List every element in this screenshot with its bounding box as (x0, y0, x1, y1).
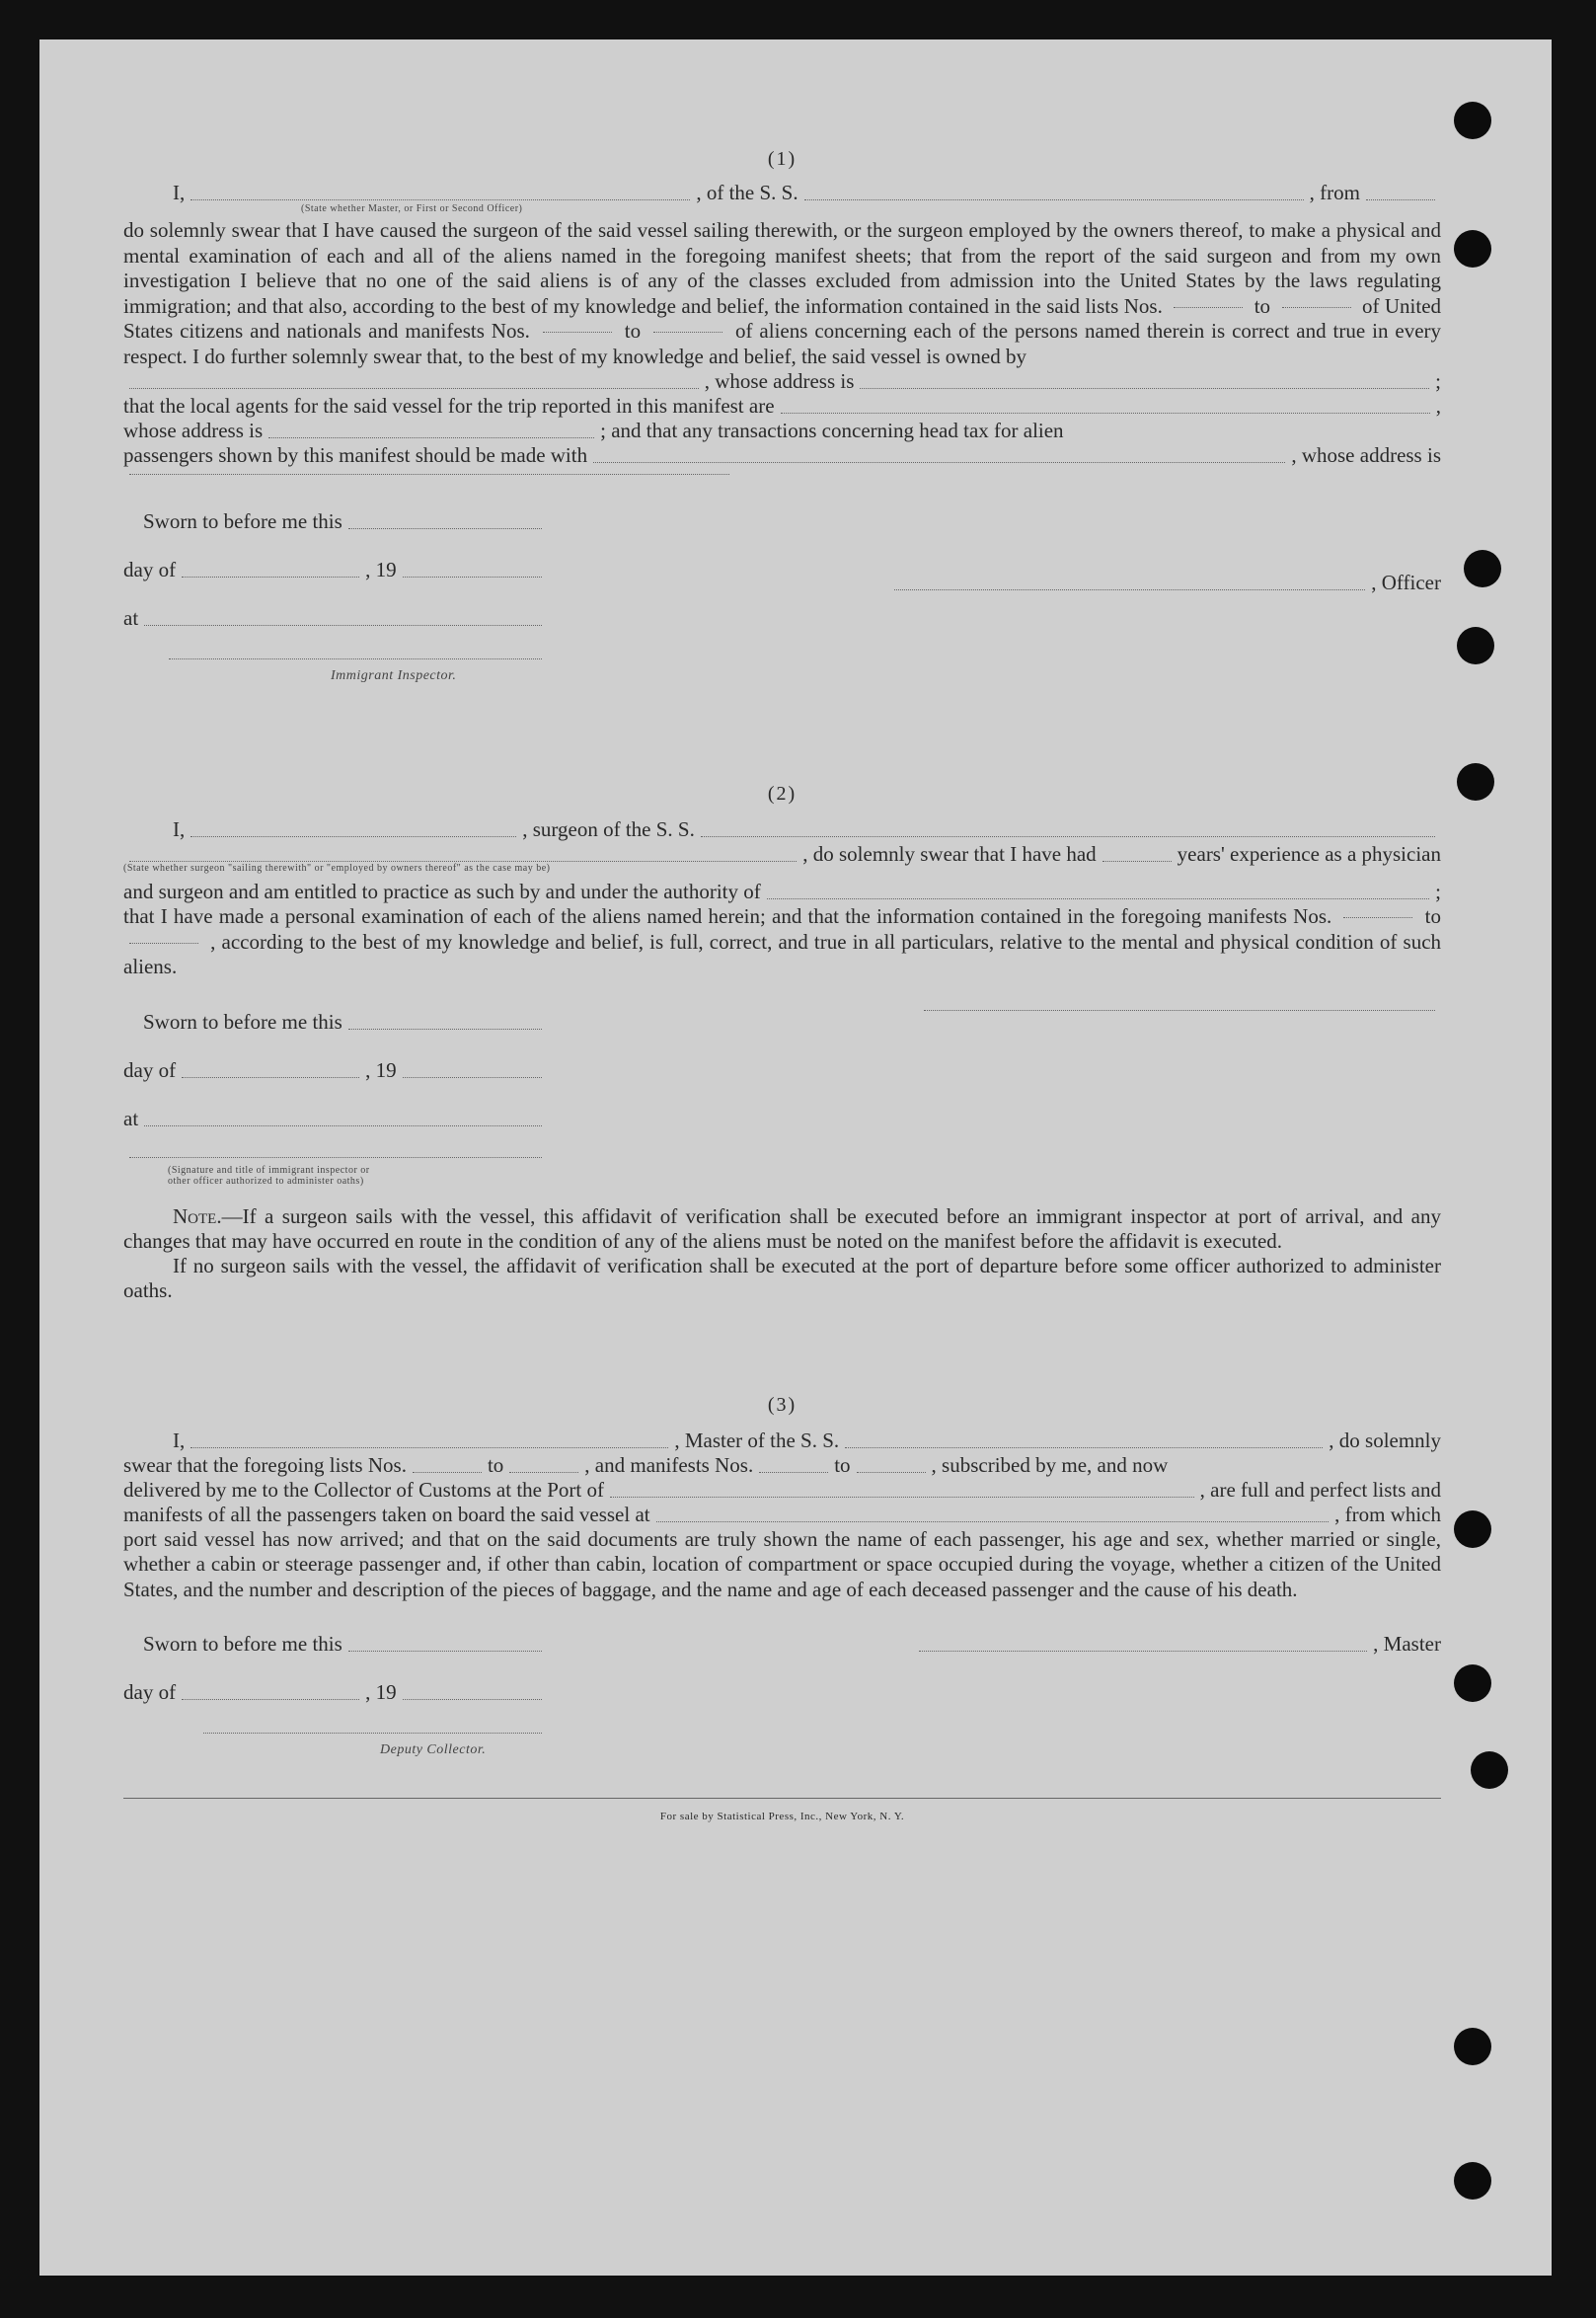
s3-sworn-block: Sworn to before me this day of , 19 Deputy Collector. , Master (123, 1632, 1441, 1757)
s3-lists-to-field[interactable] (509, 1472, 578, 1473)
manifests-from-field[interactable] (543, 332, 612, 333)
section-number: (2) (767, 783, 798, 805)
inspector-caption: Immigrant Inspector. (331, 668, 457, 683)
year-field[interactable] (403, 577, 542, 578)
s3-taken-line: manifests of all the passengers taken on board the said vessel at , from which (123, 1502, 1441, 1526)
lists-to-field[interactable] (1282, 307, 1351, 308)
master-signature-field[interactable] (919, 1651, 1367, 1652)
master-name-field[interactable] (190, 1447, 668, 1448)
signature-caption: (Signature and title of immigrant inspector or (168, 1164, 370, 1176)
s3-oath-line: I, , Master of the S. S. , do solemnly (173, 1428, 1442, 1452)
surgeon-signature-field[interactable] (924, 1010, 1435, 1011)
signature-caption: other officer authorized to administer oaths) (168, 1175, 364, 1187)
lists-from-field[interactable] (1174, 307, 1243, 308)
head-tax-address-field[interactable] (129, 474, 729, 475)
punch-hole (1457, 763, 1494, 801)
punch-hole (1454, 1510, 1491, 1548)
sworn-day-field[interactable] (348, 528, 542, 529)
owner-address-field[interactable] (860, 388, 1429, 389)
punch-hole (1454, 2028, 1491, 2065)
agents-address-line: whose address is ; and that any transactions concerning head tax for alien (123, 419, 1064, 442)
officer-field[interactable] (190, 199, 690, 200)
s3-manifests-to-field[interactable] (857, 1472, 926, 1473)
s2-body: that I have made a personal examination of each of the aliens named herein; and that the information contained in the foregoing manifests Nos. to , according to the best of my knowledge and belief, is full, correct, and true in all particulars, relative to the mental and physical condition of such aliens. (123, 904, 1442, 978)
field-caption: (State whether Master, or First or Second Officer) (301, 203, 523, 214)
s2-sworn-block: Sworn to before me this day of , 19 at (Signature and title of immigrant inspector or other officer authorized to administer oaths) (123, 1010, 1441, 1187)
head-tax-line: passengers shown by this manifest should be made with , whose address is (123, 443, 1441, 467)
punch-hole (1464, 550, 1501, 587)
punch-hole (1454, 230, 1491, 268)
deputy-caption: Deputy Collector. (380, 1742, 487, 1757)
manifests-to-field[interactable] (653, 332, 722, 333)
head-tax-field[interactable] (593, 462, 1285, 463)
s2-month-field[interactable] (182, 1077, 359, 1078)
section-number: (1) (767, 148, 798, 170)
s3-port-line: delivered by me to the Collector of Customs at the Port of , are full and perfect lists and (123, 1477, 1441, 1502)
s1-body: do solemnly swear that I have caused the surgeon of the said vessel sailing therewith, or the surgeon employed by the owners thereof, to make a physical and mental examination of each and all of the aliens named in the foregoing manifest sheets; that from the report of the said surgeon and from my own investigation I believe that no one of the said aliens is of any of the classes excluded from admission into the United States by the laws regulating immigration; and that also, according to the best of my knowledge and belief, the information contained in the said lists Nos. to of United States citizens and nationals and manifests Nos. to of aliens concerning each of the persons named therein is correct and true in every respect. I do further solemnly swear that, to the best of my knowledge and belief, the said vessel is owned by (123, 218, 1442, 368)
departure-port-field[interactable] (656, 1521, 1330, 1522)
agents-field[interactable] (781, 413, 1430, 414)
s2-oath-line: I, , surgeon of the S. S. (123, 817, 1441, 842)
s1-sworn-block: Sworn to before me this day of , 19 at Immigrant Inspector. , Officer (123, 509, 1441, 683)
s1-oath-line: I, , of the S. S. , from (123, 181, 1441, 205)
note-paragraph: If no surgeon sails with the vessel, the affidavit of verification shall be executed at the port of departure before some officer authorized to administer oaths. (123, 1253, 1441, 1302)
s2-place-field[interactable] (144, 1125, 542, 1126)
authority-field[interactable] (767, 898, 1429, 899)
note-paragraph: Note.—If a surgeon sails with the vessel, this affidavit of verification shall be executed before an immigrant inspector at port of arrival, and any changes that may have occurred en route in the condition of any of the aliens must be noted on the manifest before the affidavit is executed. (123, 1203, 1441, 1253)
years-field[interactable] (1102, 861, 1172, 862)
s2-sworn-day-field[interactable] (348, 1029, 542, 1030)
s3-vessel-field[interactable] (845, 1447, 1323, 1448)
s3-sworn-day-field[interactable] (348, 1651, 542, 1652)
month-field[interactable] (182, 577, 359, 578)
s2-experience-line: , do solemnly swear that I have had years' experience as a physician (123, 842, 1441, 867)
field-caption: (State whether surgeon "sailing therewith" or "employed by owners thereof" as the case may be) (123, 863, 551, 874)
s2-vessel-field[interactable] (701, 836, 1435, 837)
punch-hole (1471, 1751, 1508, 1789)
place-field[interactable] (144, 625, 542, 626)
owned-by-line: , whose address is ; (123, 369, 1441, 394)
s2-manifests-from-field[interactable] (1343, 917, 1412, 918)
punch-hole (1454, 1664, 1491, 1702)
from-field[interactable] (1366, 199, 1435, 200)
port-field[interactable] (610, 1497, 1194, 1498)
s3-month-field[interactable] (182, 1699, 359, 1700)
s2-practice-line: and surgeon and am entitled to practice as such by and under the authority of ; (123, 880, 1441, 903)
s2-year-field[interactable] (403, 1077, 542, 1078)
agents-line: that the local agents for the said vessel for the trip reported in this manifest are , (123, 394, 1441, 418)
s3-body: port said vessel has now arrived; and that on the said documents are truly shown the name of each passenger, his age and sex, whether married or single, whether a cabin or steerage passenger and, if other than cabin, location of compartment or space occupied during the voyage, whether a citizen of the United States, and the number and description of the pieces of baggage, and the name and age of each deceased passenger and the cause of his death. (123, 1526, 1441, 1601)
section-number: (3) (767, 1393, 798, 1416)
owner-field[interactable] (129, 388, 699, 389)
s3-manifests-from-field[interactable] (759, 1472, 828, 1473)
head-tax-address-line (123, 474, 735, 480)
punch-hole (1457, 627, 1494, 664)
footer-divider (123, 1798, 1441, 1799)
surgeon-name-field[interactable] (190, 836, 516, 837)
s3-year-field[interactable] (403, 1699, 542, 1700)
punch-hole (1454, 2162, 1491, 2200)
s3-lists-from-field[interactable] (413, 1472, 482, 1473)
form-content (123, 104, 1441, 1822)
inspector-signature-field[interactable] (169, 658, 542, 659)
s2-manifests-to-field[interactable] (129, 943, 198, 944)
printer-footer: For sale by Statistical Press, Inc., New York, N. Y. (659, 1811, 905, 1822)
s2-inspector-signature-field[interactable] (129, 1157, 542, 1158)
surgeon-type-field[interactable] (129, 861, 797, 862)
agents-address-field[interactable] (268, 437, 594, 438)
officer-signature-field[interactable] (894, 589, 1365, 590)
deputy-signature-field[interactable] (203, 1733, 542, 1734)
punch-hole (1454, 102, 1491, 139)
s3-lists-line: swear that the foregoing lists Nos. to , and manifests Nos. to , subscribed by me, and now (123, 1452, 1169, 1477)
vessel-field[interactable] (804, 199, 1304, 200)
